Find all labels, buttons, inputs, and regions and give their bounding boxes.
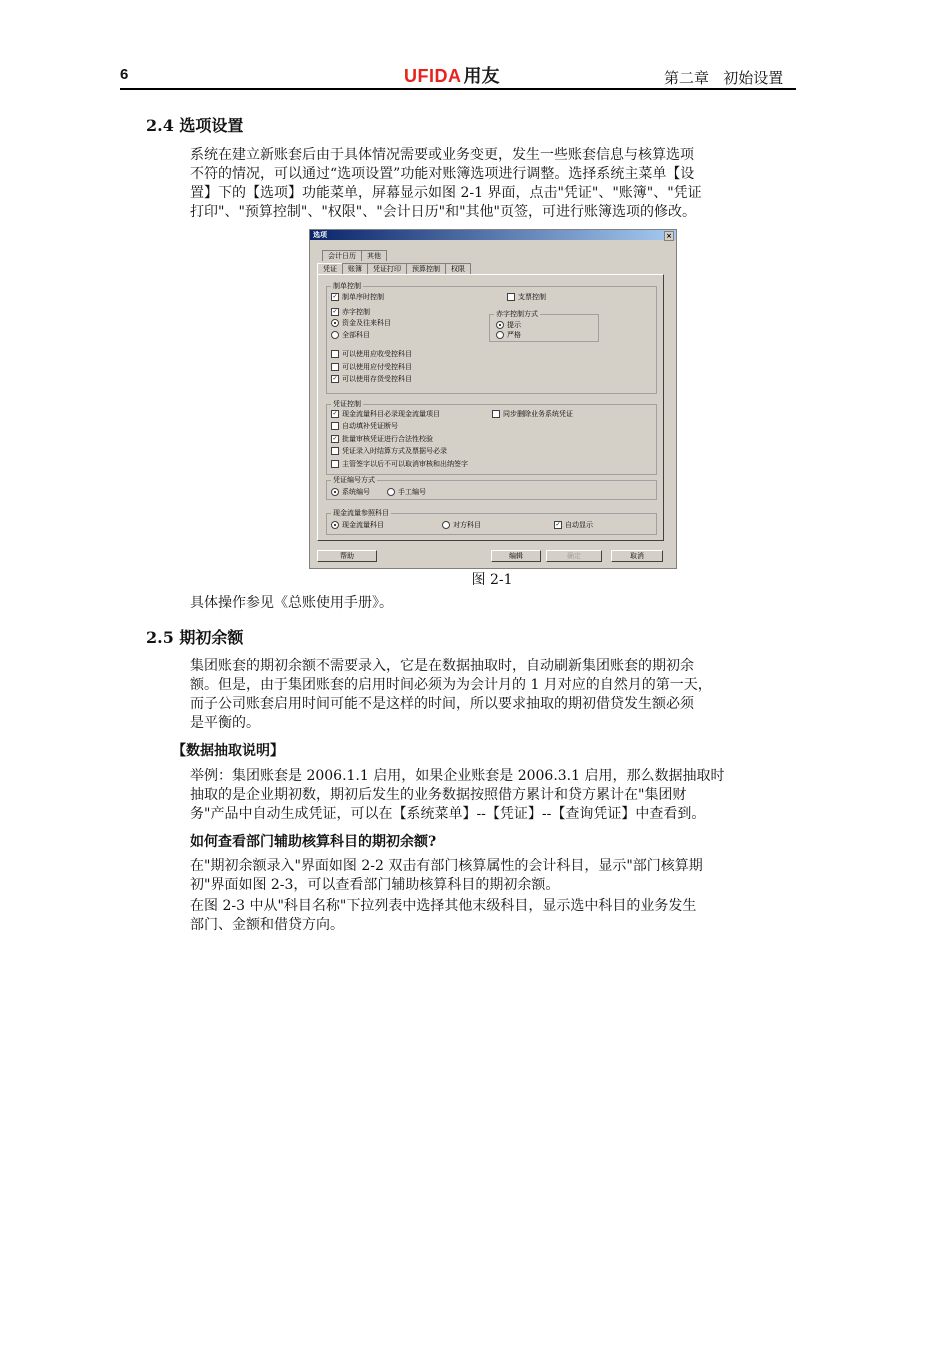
close-icon[interactable]: × [664,231,674,241]
section-2-4-title: 2.4 选项设置 [146,116,244,135]
opt-sign[interactable] [331,460,468,468]
radio-selected-icon [331,488,339,496]
text-line: 额。但是，由于集团账套的启用时间必须为为会计月的 1 月对应的自然月的第一天， [190,677,712,693]
dialog-title: 选项 [313,231,327,239]
opt-batch[interactable] [331,435,433,443]
checkbox-icon [331,363,339,371]
checkbox-checked-icon: ✓ [332,293,338,300]
opt-label: 可以使用应付受控科目 [342,363,412,371]
text-line: 系统在建立新账套后由于具体情况需要或业务变更，发生一些账套信息与核算选项 [190,147,694,163]
opt-label: 对方科目 [453,521,481,529]
text-line: 是平衡的。 [190,715,260,731]
group-title: 现金流量参照科目 [333,509,389,517]
group-voucher-control [326,400,657,475]
radio-icon [496,331,504,339]
group-title: 制单控制 [333,282,361,290]
text-line: 而子公司账套启用时间可能不是这样的时间，所以要求抽取的期初借贷发生额必须 [190,696,694,712]
checkbox-checked-icon: ✓ [332,308,338,315]
text-line: 在图 2-3 中从"科目名称"下拉列表中选择其他末级科目，显示选中科目的业务发生 [190,898,697,914]
opt-label: 制单序时控制 [342,293,384,301]
tab-ledger[interactable]: 账簿 [342,263,368,274]
section-2-5-title: 2.5 期初余额 [146,628,244,647]
opt-ap[interactable] [331,363,412,371]
question-para-1 [190,857,794,895]
radio-selected-icon [331,521,339,529]
opt-cashflow[interactable] [331,410,440,418]
tab-voucher[interactable]: 凭证 [317,263,343,274]
checkbox-icon [331,350,339,358]
checkbox-checked-icon: ✓ [332,410,338,417]
header-rule [120,88,796,90]
opt-label: 主管签字以后不可以取消审核和出纳签字 [342,460,468,468]
section-2-4-body [190,146,794,222]
opt-ar[interactable] [331,350,412,358]
checkbox-icon [492,410,500,418]
opt-label: 系统编号 [342,488,370,496]
ok-button[interactable]: 确定 [546,550,602,562]
text-line: 打印"、"预算控制"、"权限"、"会计日历"和"其他"页签，可进行账簿选项的修改。 [190,204,696,220]
opt-label: 可以使用应收受控科目 [342,350,412,358]
opt-sys-no[interactable] [331,488,370,496]
tab-voucher-print[interactable]: 凭证打印 [367,263,407,274]
opt-label: 自动显示 [565,521,593,529]
opt-label: 凭证录入时结算方式及票据号必录 [342,447,447,455]
brand-logo [404,62,500,88]
page-number: 6 [120,66,129,83]
text-line: 不符的情况，可以通过“选项设置”功能对账簿选项进行调整。选择系统主菜单【设 [190,166,695,182]
opt-label: 可以使用存货受控科目 [342,375,412,383]
data-extract-body [190,767,794,824]
dialog-titlebar [310,230,676,240]
checkbox-icon [331,422,339,430]
opt-cash-item[interactable] [331,521,384,529]
group-title: 凭证编号方式 [333,476,375,484]
radio-icon [387,488,395,496]
opt-auto-show[interactable] [554,521,593,529]
radio-icon [442,521,450,529]
tab-permission[interactable]: 权限 [445,263,471,274]
reference-note: 具体操作参见《总账使用手册》。 [190,595,393,611]
opt-all-acc[interactable] [331,331,370,339]
radio-selected-icon [496,321,504,329]
text-line: 在"期初余额录入"界面如图 2-2 双击有部门核算属性的会计科目，显示"部门核算期 [190,858,703,874]
opt-red[interactable] [331,308,370,316]
checkbox-icon [331,460,339,468]
opt-sync-del[interactable] [492,410,573,418]
radio-selected-icon [331,319,339,327]
brand-cjk: 用友 [463,66,500,86]
text-line: 集团账套的期初余额不需要录入，它是在数据抽取时，自动刷新集团账套的期初余 [190,658,694,674]
text-line: 举例：集团账套是 2006.1.1 启用，如果企业账套是 2006.3.1 启用，那么数据抽取时 [190,768,725,784]
checkbox-checked-icon: ✓ [555,521,561,528]
opt-label: 同步删除业务系统凭证 [503,410,573,418]
opt-strict[interactable] [496,331,521,339]
opt-label: 现金流量科目 [342,521,384,529]
tab-budget[interactable]: 预算控制 [406,263,446,274]
opt-label: 手工编号 [398,488,426,496]
opt-prompt[interactable] [496,321,521,329]
options-dialog [309,229,677,569]
opt-check[interactable] [507,293,546,301]
edit-button[interactable]: 编辑 [491,550,541,562]
opt-label: 全部科目 [342,331,370,339]
opt-cash-acc[interactable] [331,319,391,327]
opt-settle[interactable] [331,447,447,455]
checkbox-icon [331,447,339,455]
text-line: 务"产品中自动生成凭证，可以在【系统菜单】--【凭证】--【查询凭证】中查看到。 [190,806,706,822]
cancel-button[interactable]: 取消 [611,550,663,562]
checkbox-checked-icon: ✓ [332,435,338,442]
group-numbering [326,476,657,500]
text-line: 置】下的【选项】功能菜单，屏幕显示如图 2-1 界面，点击"凭证"、"账簿"、"凭证 [190,185,702,201]
group-make-control [326,282,657,394]
text-line: 抽取的是企业期初数，期初后发生的业务数据按照借方累计和贷方累计在"集团财 [190,787,687,803]
figure-caption: 图 2-1 [471,572,513,588]
opt-contra[interactable] [442,521,481,529]
opt-label: 支票控制 [518,293,546,301]
opt-label: 提示 [507,321,521,329]
radio-icon [331,331,339,339]
checkbox-checked-icon: ✓ [332,375,338,382]
chapter-title: 第二章 初始设置 [664,69,784,87]
group-title: 赤字控制方式 [496,310,538,318]
opt-label: 赤字控制 [342,308,370,316]
opt-inv[interactable] [331,375,412,383]
brand-latin: UFIDA [404,66,462,86]
tab-row-lower [317,263,470,274]
question-para-2 [190,897,794,935]
group-red-mode [489,310,599,342]
tab-calendar[interactable]: 会计日历 [322,250,362,261]
text-line: 初"界面如图 2-3，可以查看部门辅助核算科目的期初余额。 [190,877,560,893]
opt-seq[interactable] [331,293,384,301]
group-title: 凭证控制 [333,400,361,408]
data-extract-title: 【数据抽取说明】 [172,743,284,759]
group-cash-ref [326,509,657,535]
voucher-panel [317,274,664,541]
question-title: 如何查看部门辅助核算科目的期初余额? [190,834,437,850]
opt-label: 现金流量科目必录现金流量项目 [342,410,440,418]
opt-label: 自动填补凭证断号 [342,422,398,430]
text-line: 部门、金额和借贷方向。 [190,917,344,933]
opt-label: 资金及往来科目 [342,319,391,327]
help-button[interactable]: 帮助 [317,550,377,562]
tab-other[interactable]: 其他 [361,250,387,261]
opt-label: 批量审核凭证进行合法性校验 [342,435,433,443]
section-2-5-body [190,657,794,733]
opt-fill-no[interactable] [331,422,398,430]
tab-row-upper [322,250,386,261]
opt-manual-no[interactable] [387,488,426,496]
checkbox-icon [507,293,515,301]
opt-label: 严格 [507,331,521,339]
